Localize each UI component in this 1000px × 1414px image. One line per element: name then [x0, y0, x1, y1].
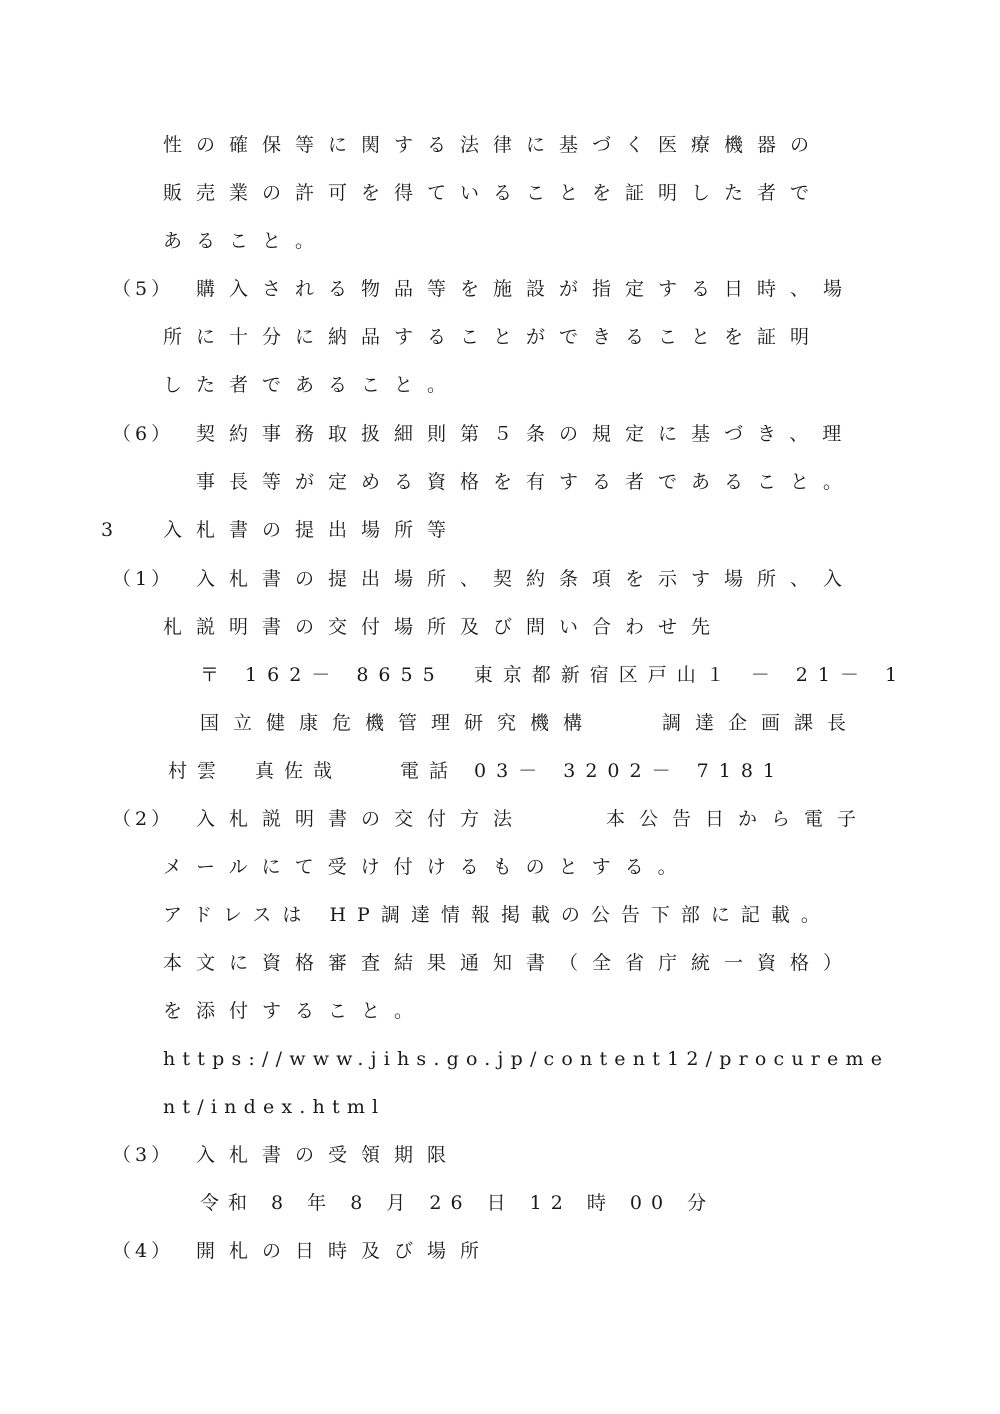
text-line: 入札説明書の交付方法 — [196, 808, 527, 830]
item-number: （1） — [112, 568, 175, 590]
item-number: （2） — [112, 808, 175, 830]
text-line: 入札書の受領期限 — [196, 1144, 461, 1166]
text-line: 本公告日から電子 — [606, 808, 871, 830]
text-line: 性の確保等に関する法律に基づく医療機器の — [163, 134, 824, 156]
text-line: した者であること。 — [163, 374, 461, 396]
url-line: nt/index.html — [163, 1096, 386, 1118]
text-line: 契約事務取扱細則第５条の規定に基づき、理 — [196, 423, 856, 445]
text-line: 開札の日時及び場所 — [196, 1240, 494, 1262]
text-line: メールにて受け付けるものとする。 — [163, 856, 691, 878]
item-number: （5） — [112, 278, 175, 300]
text-line: を添付すること。 — [163, 1000, 428, 1022]
organization-line: 国立健康危機管理研究機構 調達企画課長 — [200, 712, 861, 734]
text-line: アドレスは HP調達情報掲載の公告下部に記載。 — [163, 904, 831, 926]
deadline-line: 令和 8 年 8 月 26 日 12 時 00 分 — [200, 1192, 716, 1214]
text-line: 事長等が定める資格を有する者であること。 — [196, 471, 857, 493]
text-line: 札説明書の交付場所及び問い合わせ先 — [163, 616, 725, 638]
text-line: 所に十分に納品することができることを証明 — [163, 326, 824, 348]
section-heading: 入札書の提出場所等 — [163, 519, 461, 541]
text-line: あること。 — [163, 230, 329, 252]
contact-line: 村雲 真佐哉 電話 03－ 3202－ 7181 — [168, 760, 786, 782]
url-line: https://www.jihs.go.jp/content12/procureme — [163, 1048, 890, 1070]
section-number: 3 — [101, 519, 114, 541]
item-number: （3） — [112, 1144, 175, 1166]
item-number: （6） — [112, 423, 175, 445]
text-line: 入札書の提出場所、契約条項を示す場所、入 — [196, 568, 857, 590]
item-number: （4） — [112, 1240, 175, 1262]
address-line: 〒 162－ 8655 東京都新宿区戸山１ － 21－ 1 — [200, 664, 908, 686]
text-line: 購入される物品等を施設が指定する日時、場 — [196, 278, 857, 300]
text-line: 本文に資格審査結果通知書（全省庁統一資格） — [163, 952, 857, 974]
text-line: 販売業の許可を得ていることを証明した者で — [163, 182, 824, 204]
